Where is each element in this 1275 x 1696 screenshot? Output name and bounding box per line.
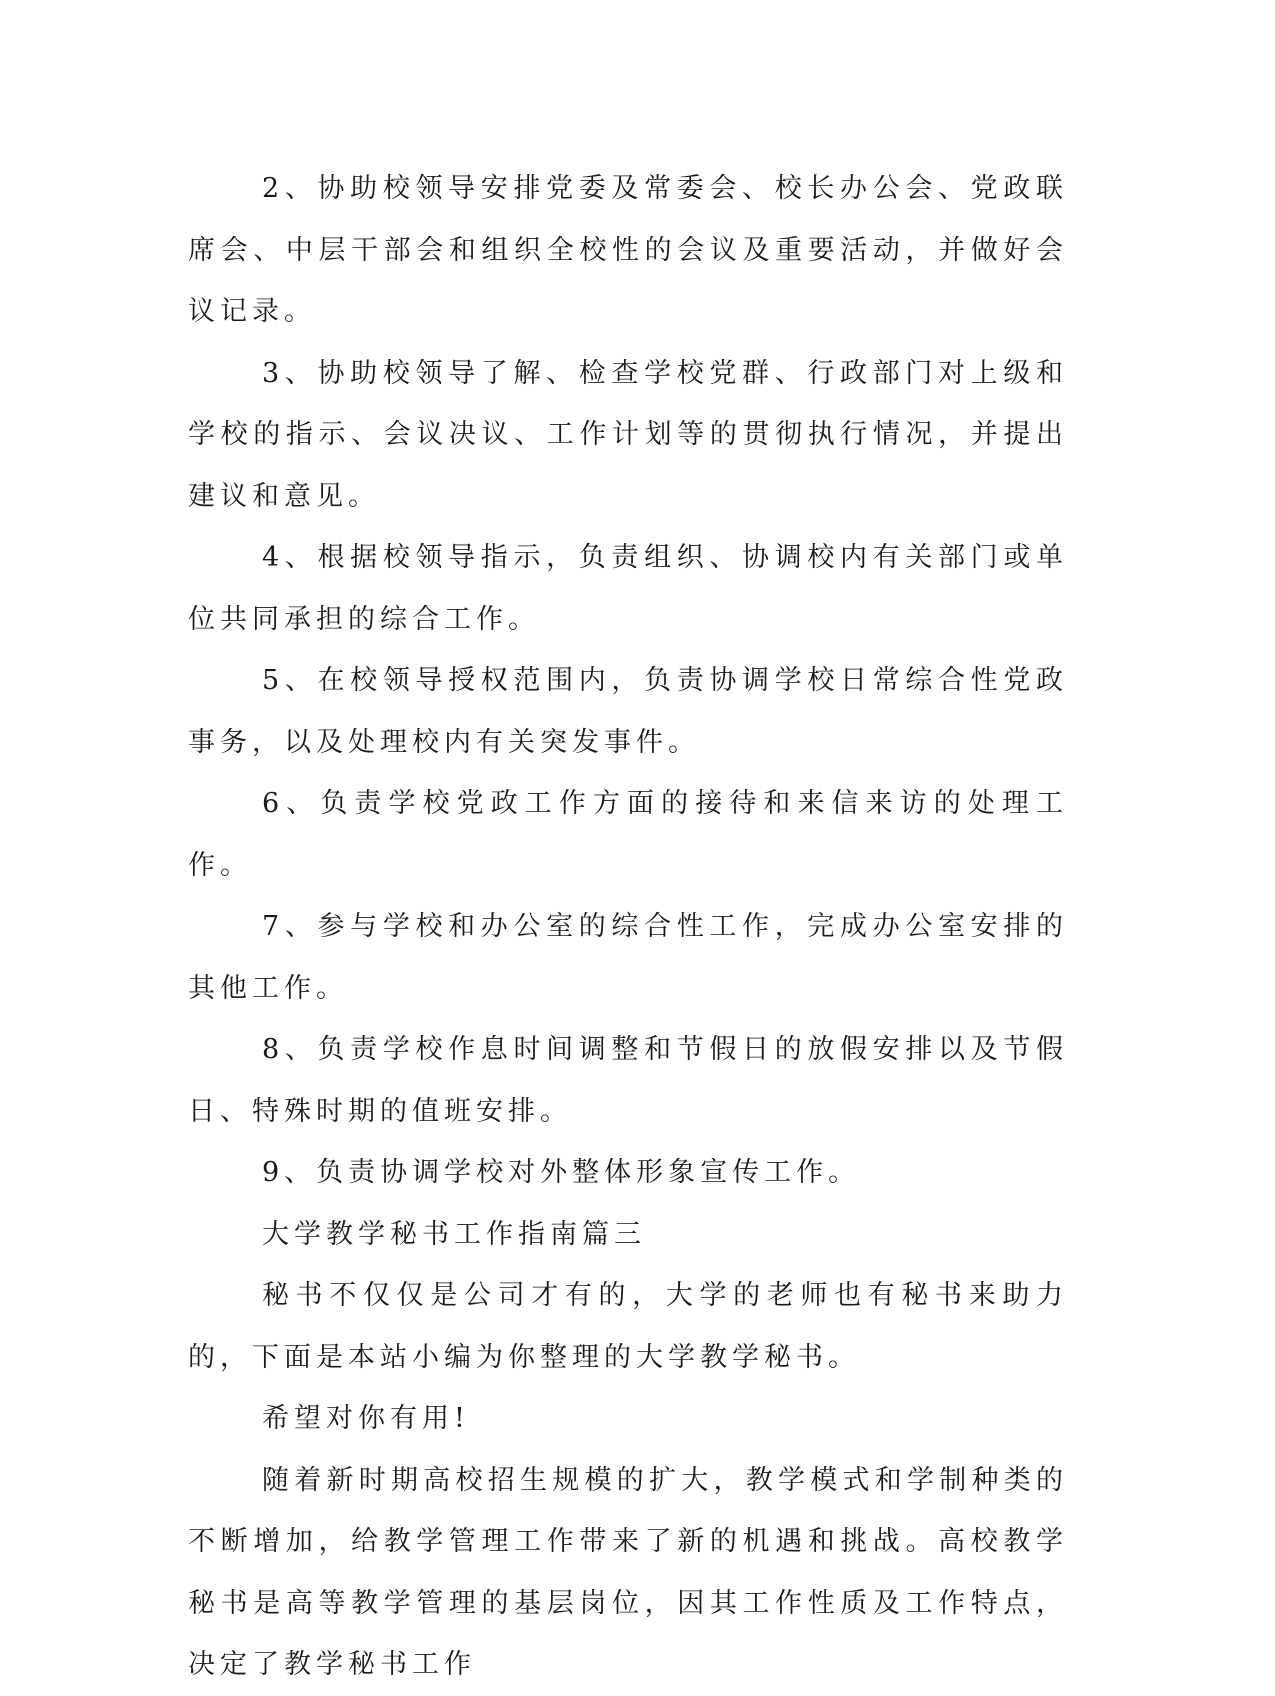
- paragraph-duty-7: 7、参与学校和办公室的综合性工作，完成办公室安排的其他工作。: [188, 911, 1068, 1004]
- paragraph-duty-9: 9、负责协调学校对外整体形象宣传工作。: [262, 1157, 861, 1188]
- paragraph-intro: 秘书不仅仅是公司才有的，大学的老师也有秘书来助力的，下面是本站小编为你整理的大学教学秘书。: [188, 1280, 1068, 1373]
- paragraph-duty-2: 2、协助校领导安排党委及常委会、校长办公会、党政联席会、中层干部会和组织全校性的会议及重要活动，并做好会议记录。: [188, 173, 1068, 327]
- document-body: [188, 158, 1068, 1696]
- section-heading: 大学教学秘书工作指南篇三: [262, 1218, 646, 1250]
- paragraph-duty-4: 4、根据校领导指示，负责组织、协调校内有关部门或单位共同承担的综合工作。: [188, 542, 1068, 635]
- paragraph-body: 随着新时期高校招生规模的扩大，教学模式和学制种类的不断增加，给教学管理工作带来了新的机遇和挑战。高校教学秘书是高等教学管理的基层岗位，因其工作性质及工作特点，决定了教学秘书工作: [188, 1464, 1068, 1680]
- paragraph-duty-5: 5、在校领导授权范围内，负责协调学校日常综合性党政事务，以及处理校内有关突发事件。: [188, 665, 1068, 758]
- paragraph-duty-8: 8、负责学校作息时间调整和节假日的放假安排以及节假日、特殊时期的值班安排。: [188, 1034, 1068, 1127]
- paragraph-duty-3: 3、协助校领导了解、检查学校党群、行政部门对上级和学校的指示、会议决议、工作计划等的贯彻执行情况，并提出建议和意见。: [188, 357, 1068, 512]
- paragraph-wish: 希望对你有用!: [262, 1403, 470, 1434]
- paragraph-duty-6: 6、负责学校党政工作方面的接待和来信来访的处理工作。: [188, 788, 1068, 881]
